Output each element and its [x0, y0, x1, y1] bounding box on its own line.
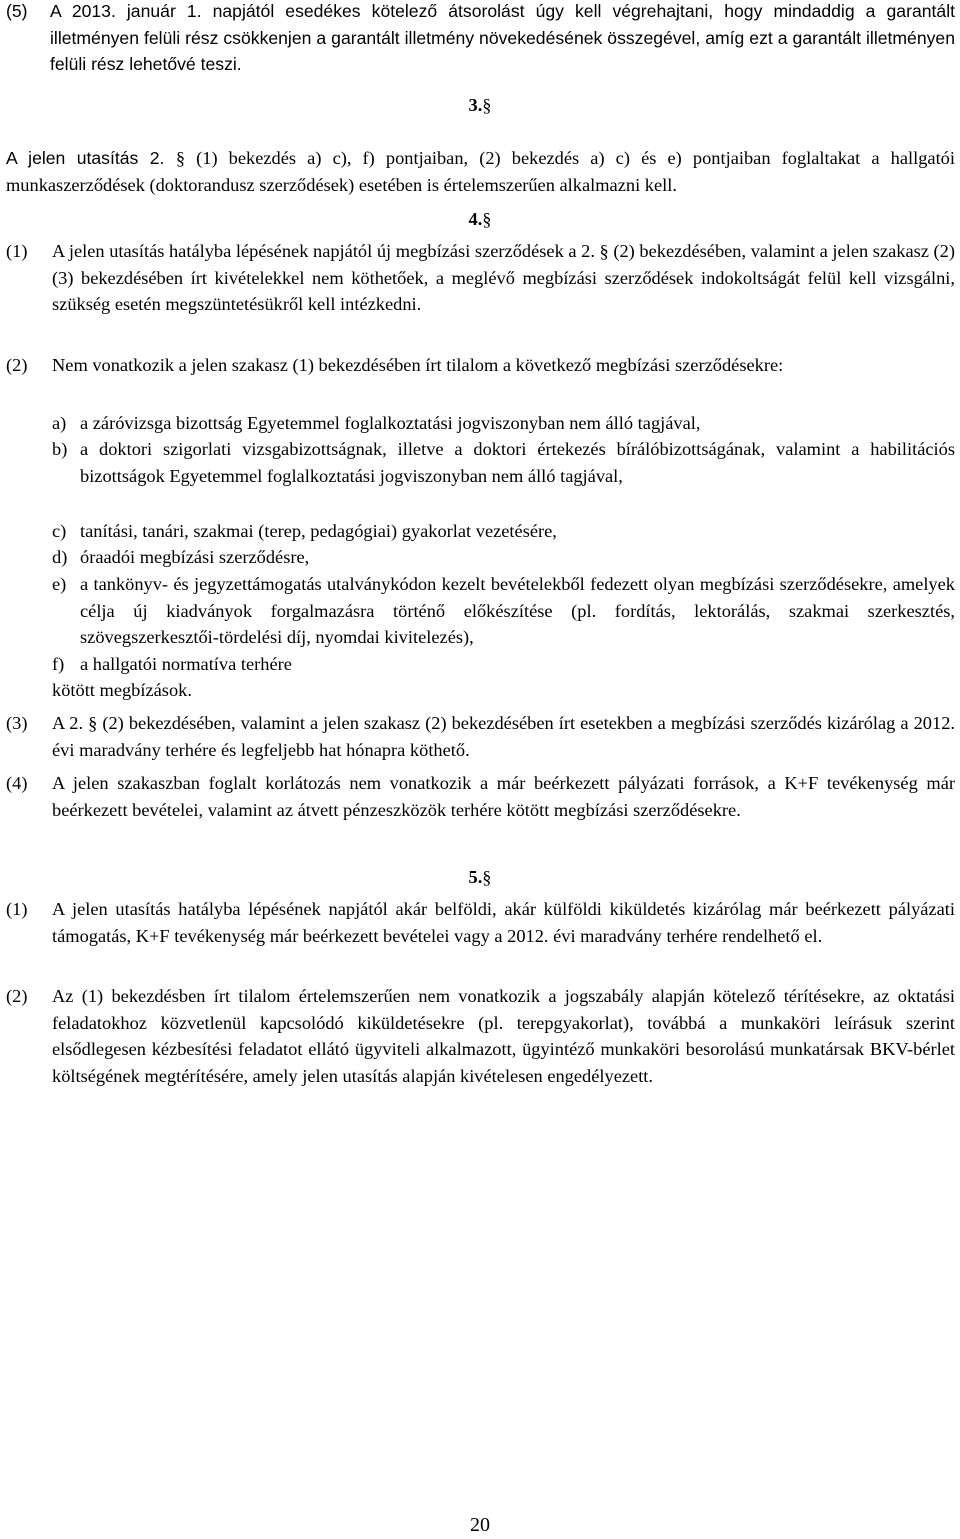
section-3-title: 3.§ — [468, 95, 492, 115]
list-item-d: d) óraadói megbízási szerződésre, — [52, 547, 310, 567]
paragraph-text: A 2013. január 1. napjától esedékes kötelező átsorolást úgy kell végrehajtani, hogy mindaddig a garantált illetményen felüli rész csökkenjen a garantált illetmény növekedésének összegével, amíg ezt a garantált illetményen felüli rész lehetővé teszi. — [50, 1, 955, 75]
paragraph-text: A jelen szakaszban foglalt korlátozás nem vonatkozik a már beérkezett pályázati források, a K+F tevékenység már beérkezett bevételei, valamint az átvett pénzeszközök terhére kötött megbízási szerződésekre. — [52, 773, 955, 820]
list-item-c: c) tanítási, tanári, szakmai (terep, pedagógiai) gyakorlat vezetésére, — [52, 521, 557, 541]
section-5-paragraph-2 — [6, 983, 955, 1089]
paragraph-number: (4) — [6, 773, 28, 793]
paragraph-number: (5) — [6, 1, 28, 21]
paragraph-5 — [6, 0, 955, 78]
paragraph-text: Az (1) bekezdésben írt tilalom értelemszerűen nem vonatkozik a jogszabály alapján kötelező térítésekre, az oktatási feladatokhoz közvetlenül kapcsolódó kiküldetésekre (pl. terepgyakorlat), továbbá a munkaköri leírásuk szerint elsődlegesen kézbesítési feladatot ellátó ügyviteli alkalmazott, ügyintéző munkaköri besorolású munkatársak BKV-bérlet költségének megtérítésére, amely jelen utasítás alapján kivételesen engedélyezett. — [52, 986, 955, 1086]
paragraph-text: Nem vonatkozik a jelen szakasz (1) bekezdésében írt tilalom a következő megbízási szerződésekre: — [52, 355, 784, 375]
paragraph-text: A jelen utasítás hatályba lépésének napjától új megbízási szerződések a 2. § (2) bekezdésében, valamint a jelen szakasz (2) (3) bekezdésében írt kivételekkel nem köthetőek, a meglévő megbízási szerződések indokoltságát felül kell vizsgálni, szükség esetén megszüntetésükről kell intézkedni. — [52, 241, 955, 315]
section-5-paragraph-1 — [6, 896, 955, 949]
section-symbol: § — [482, 867, 492, 887]
paragraph-number: (1) — [6, 899, 28, 919]
paragraph-number: (2) — [6, 986, 28, 1006]
paragraph-text: A jelen utasítás hatályba lépésének napjától akár belföldi, akár külföldi kiküldetés kizárólag már beérkezett pályázati támogatás, K+F tevékenység már beérkezett bevételei vagy a 2012. évi maradvány terhére rendelhető el. — [52, 899, 955, 946]
paragraph-number: (2) — [6, 355, 28, 375]
page-number: 20 — [470, 1514, 490, 1536]
paragraph-number: (3) — [6, 713, 28, 733]
section-4-paragraph-2 — [6, 352, 955, 379]
list-closing: kötött megbízások. — [52, 680, 192, 700]
list-item-a: a) a záróvizsga bizottság Egyetemmel foglalkoztatási jogviszonyban nem álló tagjával, — [52, 413, 701, 433]
section-4-title: 4.§ — [468, 209, 492, 229]
section-symbol: § — [482, 209, 492, 229]
section-symbol: § — [175, 148, 186, 168]
list-item-b: b) a doktori szigorlati vizsgabizottságnak, illetve a doktori értekezés bírálóbizottságának, valamint a habilitációs bizottságok Egyetemmel foglalkoztatási jogviszonyban nem álló tagjával, — [52, 439, 955, 486]
section-5-title: 5.§ — [468, 867, 492, 887]
section-4-paragraph-3 — [6, 710, 955, 763]
paragraph-text: A 2. § (2) bekezdésében, valamint a jelen szakasz (2) bekezdésében írt esetekben a megbízási szerződés kizárólag a 2012. évi maradvány terhére és legfeljebb hat hónapra köthető. — [52, 713, 955, 760]
section-3-body — [6, 145, 955, 198]
paragraph-number: (1) — [6, 241, 28, 261]
list-item-f: f) a hallgatói normatíva terhére — [52, 654, 292, 674]
section-4-paragraph-4 — [6, 770, 955, 823]
section-3-text: (1) bekezdés a) c), f) pontjaiban, (2) bekezdés a) c) és e) pontjaiban foglaltakat a hallgatói munkaszerződések (doktorandusz szerződések) esetében is értelemszerűen alkalmazni kell. — [6, 148, 955, 195]
list-item-e: e) a tankönyv- és jegyzettámogatás utalványkódon kezelt bevételekből fedezett olyan megbízási szerződésekre, amelyek célja új kiadványok forgalmazásra történő előkészítése (pl. fordítás, lektorálás, szakmai szerkesztés, szövegszerkesztői-tördelési díj, nyomdai kivitelezés), — [52, 574, 955, 648]
section-4-paragraph-1 — [6, 238, 955, 318]
section-3-prefix: A jelen utasítás 2. — [6, 148, 176, 168]
section-symbol: § — [482, 95, 492, 115]
